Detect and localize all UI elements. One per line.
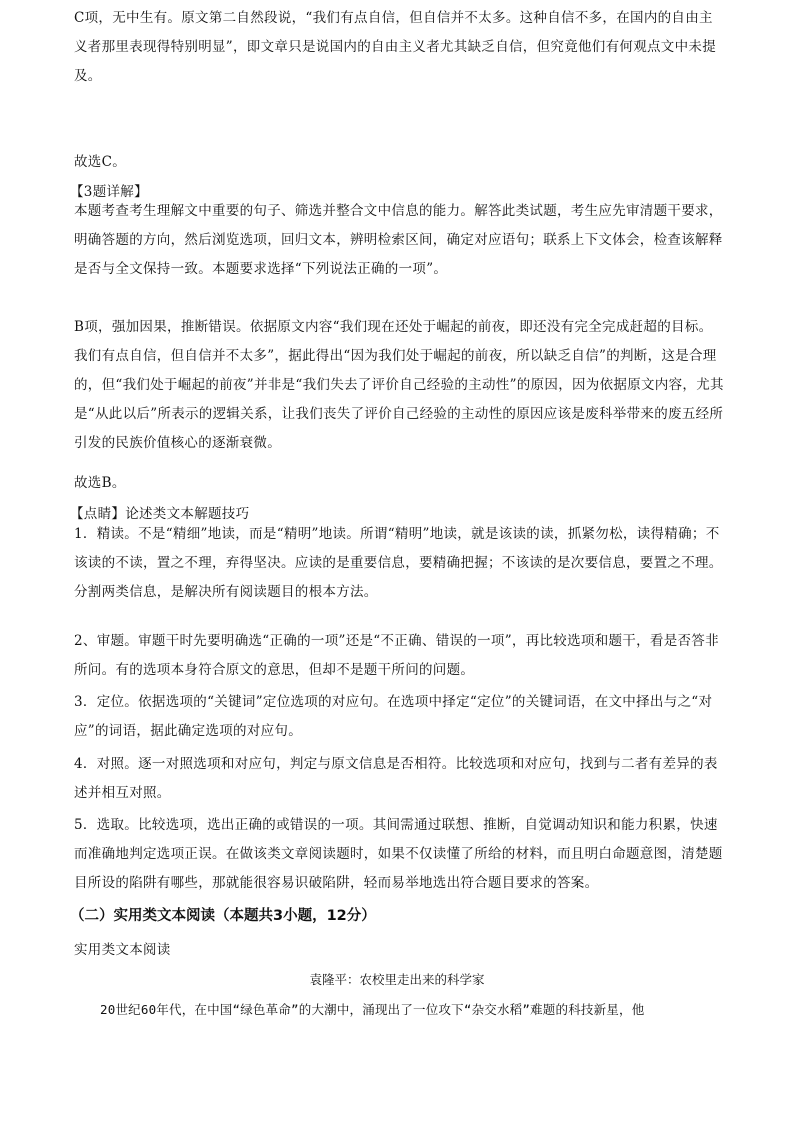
paragraph-option-b: B项，强加因果，推断错误。依据原文内容“我们现在还处于崛起的前夜，即还没有完全完成赶超的目标。我们有点自信，但自信并不太多”，据此得出“因为我们处于崛起的前夜，所以缺乏自信”的判断，这是合理的，但“我们处于崛起的前夜”并非是“我们失去了评价自己经验的主动性”的原因，因为依据原文内容，尤其是“从此以后”所表示的逻辑关系，让我们丧失了评价自己经验的主动性的原因应该是废科举带来的废五经所引发的民族价值核心的逐渐衰微。 xyxy=(74,319,724,451)
tip-1: 1．精读。不是“精细”地读，而是“精明”地读。所谓“精明”地读，就是该读的读，抓紧勿松，读得精确；不该读的不读，置之不理，弃得坚决。应读的是重要信息，要精确把握；不该读的是次要信息，要置之不理。分割两类信息，是解决所有阅读题目的根本方法。 xyxy=(74,526,723,600)
tip-4: 4．对照。逐一对照选项和对应句，判定与原文信息是否相符。比较选项和对应句，找到与二者有差异的表述并相互对照。 xyxy=(74,756,718,801)
section-subheading: 实用类文本阅读 xyxy=(74,942,171,958)
tip-3: 3．定位。依据选项的“关键词”定位选项的对应句。在选项中择定“定位”的关键词语，在文中择出与之“对应”的词语，据此确定选项的对应句。 xyxy=(74,694,713,739)
answer-c: 故选C。 xyxy=(74,154,127,170)
section-heading: （二）实用类文本阅读（本题共3小题，12分） xyxy=(70,908,376,924)
tips-heading: 【点睛】论述类文本解题技巧 xyxy=(70,506,250,522)
article-title: 袁隆平：农校里走出来的科学家 xyxy=(309,972,485,987)
answer-b: 故选B。 xyxy=(74,475,126,491)
article-first-line: 20世纪60年代，在中国“绿色革命”的大潮中，涌现出了一位攻下“杂交水稻”难题的科技新星，他 xyxy=(100,1002,645,1017)
q3-explanation-heading: 【3题详解】 xyxy=(70,184,148,200)
tip-2: 2、审题。审题干时先要明确选“正确的一项”还是“不正确、错误的一项”，再比较选项和题干，看是否答非所问。有的选项本身符合原文的意思，但却不是题干所问的问题。 xyxy=(74,633,719,678)
paragraph-option-c: C项，无中生有。原文第二自然段说，“我们有点自信，但自信并不太多。这种自信不多，在国内的自由主义者那里表现得特别明显”，即文章只是说国内的自由主义者尤其缺乏自信，但究竟他们有何观点文中未提及。 xyxy=(74,10,716,84)
paragraph-q3-intro: 本题考查考生理解文中重要的句子、筛选并整合文中信息的能力。解答此类试题，考生应先审清题干要求，明确答题的方向，然后浏览选项，回归文本，辨明检索区间，确定对应语句；联系上下文体会，检查该解释是否与全文保持一致。本题要求选择“下列说法正确的一项”。 xyxy=(74,203,723,277)
tip-5: 5．选取。比较选项，选出正确的或错误的一项。其间需通过联想、推断，自觉调动知识和能力积累，快速而准确地判定选项正误。在做该类文章阅读题时，如果不仅读懂了所给的材料，而且明白命题意图，清楚题目所设的陷阱有哪些，那就能很容易识破陷阱，轻而易举地选出符合题目要求的答案。 xyxy=(74,817,723,891)
